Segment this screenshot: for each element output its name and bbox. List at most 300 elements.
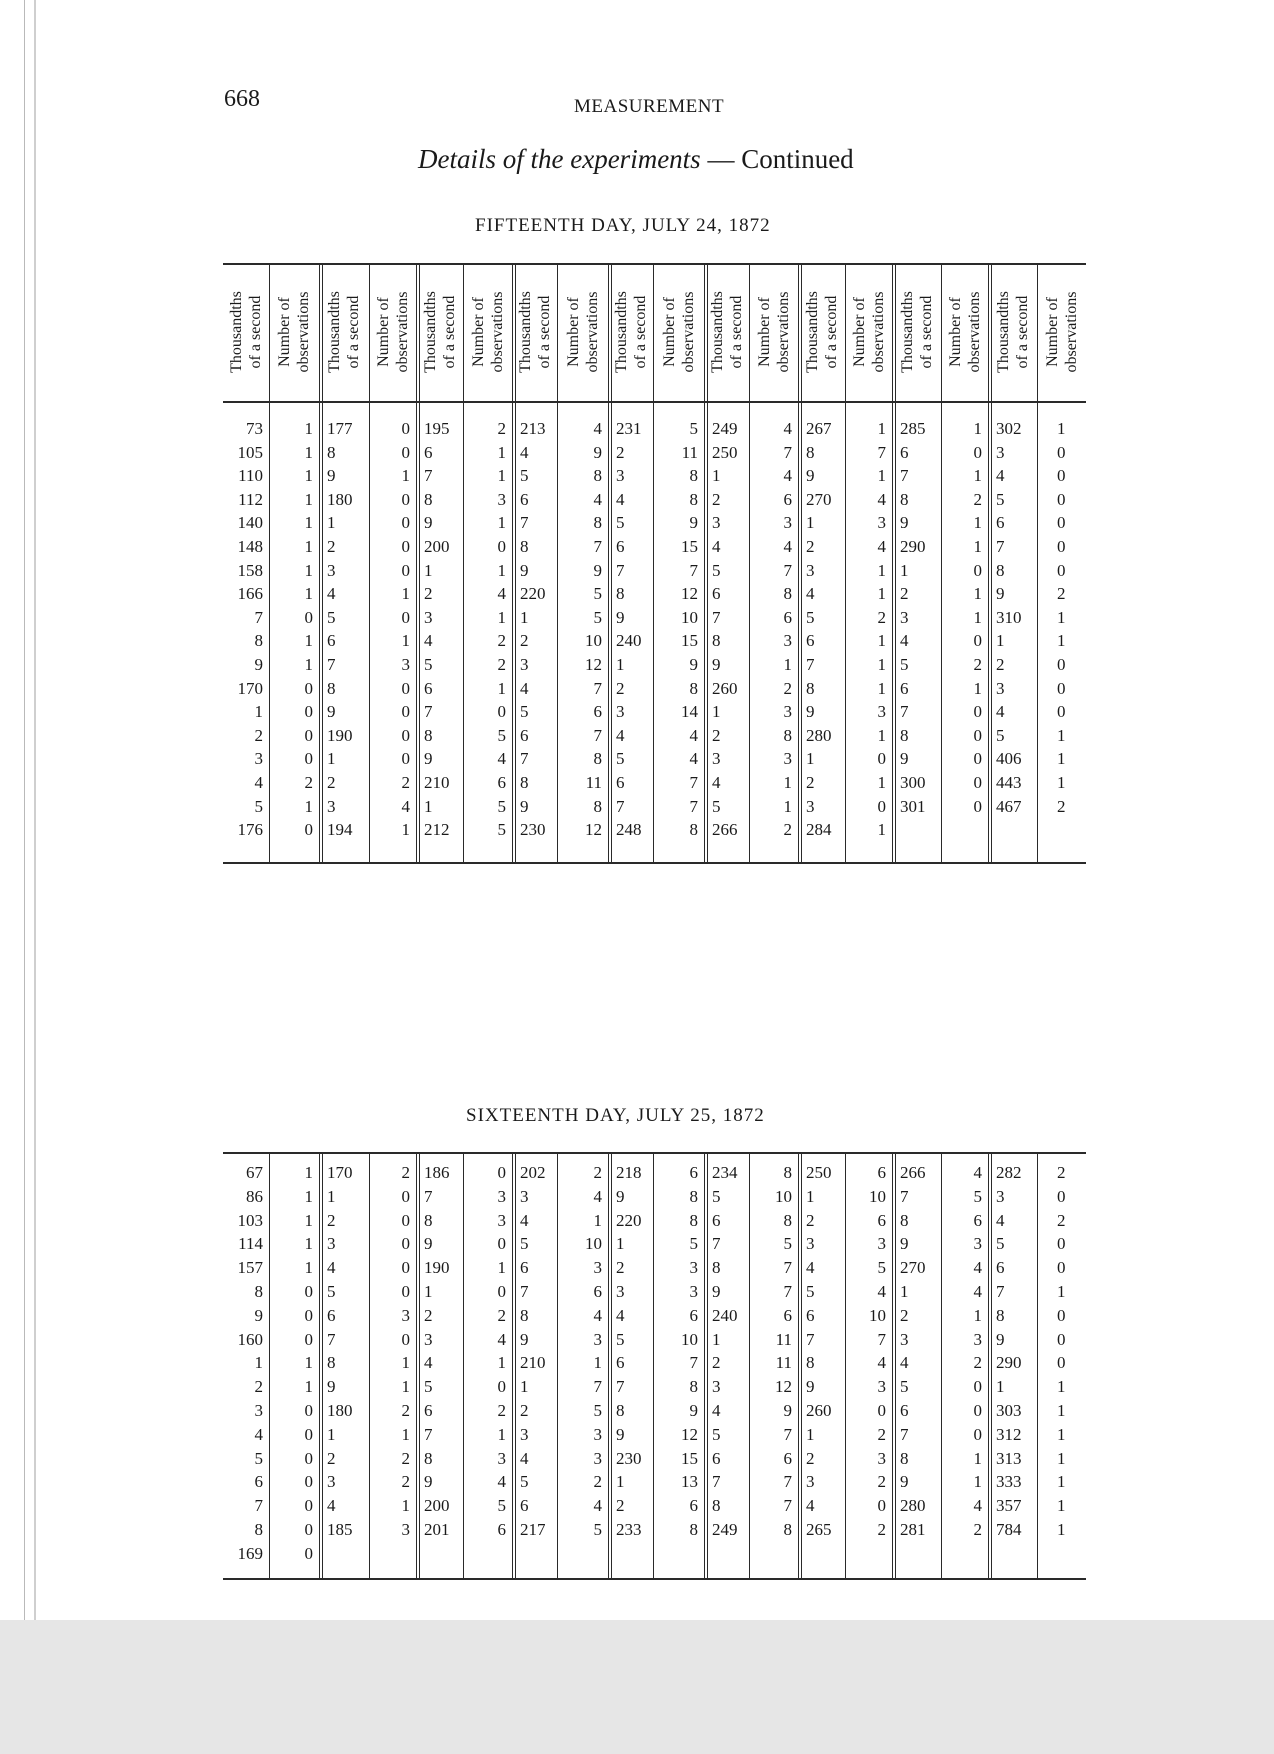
table-cell-observations: 5 — [593, 1520, 602, 1539]
table-cell-observations: 5 — [689, 1234, 698, 1254]
table-cell-thousandths: 266 — [900, 1163, 926, 1182]
table-cell-thousandths: 186 — [424, 1163, 450, 1182]
table-cell-thousandths: 7 — [616, 1377, 625, 1397]
table-cell-observations: 7 — [783, 1472, 792, 1492]
table-cell-thousandths: 5 — [712, 1424, 721, 1444]
table-cell-observations: 12 — [585, 655, 602, 674]
table-cell-thousandths: 4 — [327, 1258, 336, 1278]
table-cell-thousandths: 1 — [327, 1424, 336, 1444]
table-cell-thousandths: 2 — [254, 1377, 263, 1397]
table-cell-observations: 0 — [401, 678, 410, 698]
table-cell-thousandths: 6 — [900, 442, 909, 462]
table-cell-observations: 1 — [497, 1424, 506, 1444]
table-cell-thousandths: 8 — [254, 1282, 263, 1301]
table-cell-observations: 0 — [1057, 1329, 1066, 1349]
table-cell-thousandths: 2 — [900, 1305, 909, 1325]
table-cell-observations: 1 — [783, 773, 792, 792]
table-cell-observations: 1 — [304, 1377, 313, 1397]
table-cell-observations: 1 — [401, 631, 410, 651]
table-cell-observations: 8 — [689, 489, 698, 509]
table-cell-thousandths: 9 — [520, 796, 529, 816]
table-cell-observations: 0 — [877, 796, 886, 816]
table-cell-thousandths: 4 — [806, 1258, 815, 1278]
table-cell-observations: 0 — [1057, 513, 1066, 533]
table-cell-observations: 5 — [877, 1258, 886, 1278]
table-rule-header — [223, 401, 1086, 403]
table-cell-thousandths: 1 — [900, 560, 909, 580]
table-cell-thousandths: 6 — [900, 678, 909, 698]
table-cell-thousandths: 260 — [806, 1401, 832, 1420]
table-cell-thousandths: 9 — [806, 466, 815, 486]
table-cell-observations: 8 — [783, 1210, 792, 1230]
table-cell-observations: 0 — [401, 1210, 410, 1230]
table-cell-observations: 4 — [593, 1496, 602, 1516]
table-cell-thousandths: 7 — [424, 466, 433, 486]
table-cell-observations: 2 — [783, 678, 792, 698]
header-label: Thousandths of a second — [708, 291, 745, 373]
table-cell-thousandths: 6 — [996, 1258, 1005, 1278]
table-cell-thousandths: 3 — [520, 1424, 529, 1444]
table-cell-thousandths: 301 — [900, 796, 926, 816]
table-cell-observations: 6 — [689, 1496, 698, 1516]
table-cell-observations: 1 — [304, 560, 313, 580]
table-cell-thousandths: 8 — [254, 1520, 263, 1539]
table-cell-observations: 0 — [973, 1424, 982, 1444]
table-heading-fifteenth-day: FIFTEENTH DAY, JULY 24, 1872 — [475, 215, 771, 236]
table-cell-thousandths: 114 — [238, 1234, 263, 1254]
table-cell-observations: 8 — [593, 749, 602, 769]
table-cell-thousandths: 177 — [327, 419, 353, 438]
table-cell-thousandths: 148 — [237, 537, 263, 556]
header-label: Number of observations — [276, 291, 312, 373]
table-cell-thousandths: 8 — [712, 1496, 721, 1516]
table-cell-thousandths: 7 — [712, 1472, 721, 1492]
header-label: Thousandths of a second — [516, 291, 553, 373]
table-cell-thousandths: 4 — [254, 773, 263, 792]
table-cell-observations: 2 — [973, 489, 982, 509]
table-cell-thousandths: 6 — [520, 725, 529, 745]
table-cell-thousandths: 8 — [900, 1210, 909, 1230]
table-cell-thousandths: 195 — [424, 419, 450, 438]
header-label: Number of observations — [1043, 291, 1080, 373]
table-cell-thousandths: 7 — [327, 1329, 336, 1349]
table-cell-thousandths: 6 — [900, 1401, 909, 1420]
table-cell-thousandths: 267 — [806, 419, 832, 438]
table-cell-observations: 1 — [1057, 1424, 1066, 1444]
header-observations — [1037, 264, 1086, 400]
table-cell-observations: 0 — [304, 820, 313, 840]
table-cell-observations: 1 — [877, 773, 886, 792]
page-number: 668 — [224, 86, 260, 112]
table-cell-observations: 0 — [1057, 678, 1066, 698]
table-cell-observations: 1 — [304, 1353, 313, 1373]
table-cell-thousandths: 170 — [237, 678, 263, 698]
table-cell-observations: 1 — [304, 796, 313, 816]
table-cell-thousandths: 784 — [996, 1520, 1022, 1539]
table-cell-observations: 13 — [681, 1472, 698, 1492]
column-rule-double — [611, 1152, 612, 1578]
header-thousandths — [798, 264, 845, 400]
table-cell-observations: 0 — [1057, 1234, 1066, 1254]
table-cell-observations: 10 — [585, 631, 602, 651]
header-observations — [369, 264, 416, 400]
table-cell-observations: 1 — [401, 1377, 410, 1397]
table-cell-observations: 3 — [593, 1329, 602, 1349]
table-cell-observations: 2 — [973, 1520, 982, 1539]
table-cell-thousandths: 2 — [327, 1210, 336, 1230]
table-cell-thousandths: 4 — [520, 1210, 529, 1230]
table-cell-observations: 1 — [304, 489, 313, 509]
table-cell-thousandths: 7 — [806, 655, 815, 674]
table-cell-thousandths: 3 — [806, 560, 815, 580]
table-cell-thousandths: 302 — [996, 419, 1022, 438]
table-cell-observations: 0 — [304, 1305, 313, 1325]
table-cell-observations: 4 — [593, 489, 602, 509]
header-label: Number of observations — [850, 291, 887, 373]
table-cell-observations: 4 — [783, 466, 792, 486]
table-cell-thousandths: 249 — [712, 1520, 738, 1539]
table-cell-thousandths: 6 — [806, 1305, 815, 1325]
table-cell-observations: 1 — [1057, 631, 1066, 651]
table-cell-thousandths: 4 — [327, 1496, 336, 1516]
table-cell-observations: 0 — [401, 725, 410, 745]
table-cell-thousandths: 8 — [712, 631, 721, 651]
table-cell-thousandths: 467 — [996, 796, 1022, 816]
table-cell-thousandths: 6 — [424, 1401, 433, 1420]
table-cell-observations: 6 — [497, 1520, 506, 1539]
column-rule — [941, 264, 942, 862]
header-thousandths — [704, 264, 749, 400]
table-cell-observations: 12 — [775, 1377, 792, 1397]
table-cell-thousandths: 3 — [996, 442, 1005, 462]
column-rule-double — [895, 264, 896, 862]
table-cell-observations: 7 — [783, 1282, 792, 1301]
table-cell-thousandths: 2 — [520, 1401, 529, 1420]
table-cell-thousandths: 1 — [996, 1377, 1005, 1397]
table-cell-thousandths: 265 — [806, 1520, 832, 1539]
header-label: Thousandths of a second — [228, 291, 264, 373]
table-cell-thousandths: 1 — [712, 702, 721, 722]
table-cell-observations: 6 — [783, 1448, 792, 1468]
column-rule-double — [895, 1152, 896, 1578]
table-cell-thousandths: 4 — [900, 631, 909, 651]
table-cell-observations: 4 — [973, 1163, 982, 1182]
table-cell-observations: 1 — [877, 560, 886, 580]
column-rule — [845, 264, 846, 862]
table-cell-thousandths: 6 — [996, 513, 1005, 533]
table-cell-observations: 1 — [973, 1448, 982, 1468]
table-cell-thousandths: 231 — [616, 419, 642, 438]
table-cell-observations: 3 — [401, 655, 410, 674]
table-cell-thousandths: 4 — [806, 584, 815, 604]
table-cell-thousandths: 9 — [616, 607, 625, 627]
table-cell-observations: 1 — [877, 725, 886, 745]
table-cell-thousandths: 2 — [806, 537, 815, 556]
table-cell-observations: 2 — [497, 631, 506, 651]
table-cell-observations: 4 — [783, 419, 792, 438]
table-cell-thousandths: 6 — [806, 631, 815, 651]
table-cell-observations: 1 — [304, 631, 313, 651]
scan-bottom-band — [0, 1620, 1274, 1754]
table-cell-thousandths: 8 — [424, 1210, 433, 1230]
table-cell-thousandths: 3 — [712, 1377, 721, 1397]
table-cell-thousandths: 5 — [712, 560, 721, 580]
table-cell-observations: 3 — [783, 631, 792, 651]
running-head: MEASUREMENT — [574, 96, 725, 117]
table-cell-observations: 2 — [401, 1163, 410, 1182]
table-cell-observations: 4 — [973, 1282, 982, 1301]
table-cell-thousandths: 210 — [424, 773, 450, 792]
column-rule — [369, 1152, 370, 1578]
table-cell-thousandths: 3 — [616, 466, 625, 486]
table-cell-observations: 4 — [401, 796, 410, 816]
column-rule-double — [801, 1152, 802, 1578]
table-cell-thousandths: 233 — [616, 1520, 642, 1539]
table-cell-thousandths: 180 — [327, 1401, 353, 1420]
table-cell-observations: 9 — [593, 442, 602, 462]
table-cell-observations: 2 — [497, 1401, 506, 1420]
table-cell-thousandths: 9 — [520, 1329, 529, 1349]
table-cell-observations: 5 — [497, 820, 506, 840]
table-cell-thousandths: 5 — [616, 1329, 625, 1349]
column-rule-double — [707, 264, 708, 862]
column-rule — [269, 1152, 270, 1578]
column-rule — [653, 264, 654, 862]
table-cell-observations: 6 — [783, 607, 792, 627]
table-cell-observations: 0 — [401, 1258, 410, 1278]
table-cell-thousandths: 220 — [616, 1210, 642, 1230]
column-rule — [369, 264, 370, 862]
table-cell-thousandths: 8 — [996, 560, 1005, 580]
table-cell-thousandths: 1 — [327, 513, 336, 533]
table-cell-observations: 0 — [304, 1282, 313, 1301]
table-cell-observations: 0 — [304, 725, 313, 745]
table-cell-thousandths: 217 — [520, 1520, 546, 1539]
table-cell-observations: 0 — [1057, 466, 1066, 486]
table-cell-thousandths: 357 — [996, 1496, 1022, 1516]
table-cell-thousandths: 7 — [520, 749, 529, 769]
table-cell-observations: 3 — [497, 489, 506, 509]
column-rule — [319, 1152, 320, 1578]
table-cell-thousandths: 230 — [616, 1448, 642, 1468]
table-cell-thousandths: 169 — [237, 1543, 263, 1563]
table-cell-thousandths: 86 — [246, 1186, 263, 1206]
header-thousandths — [512, 264, 557, 400]
table-cell-observations: 0 — [401, 442, 410, 462]
table-cell-thousandths: 8 — [806, 678, 815, 698]
table-cell-thousandths: 4 — [424, 631, 433, 651]
table-cell-observations: 8 — [689, 678, 698, 698]
table-cell-thousandths: 240 — [616, 631, 642, 651]
table-cell-thousandths: 5 — [996, 1234, 1005, 1254]
table-cell-observations: 1 — [973, 1472, 982, 1492]
table-cell-observations: 15 — [681, 631, 698, 651]
table-cell-observations: 8 — [783, 584, 792, 604]
table-cell-thousandths: 230 — [520, 820, 546, 840]
table-cell-observations: 0 — [973, 796, 982, 816]
table-cell-observations: 1 — [1057, 749, 1066, 769]
table-cell-thousandths: 170 — [327, 1163, 353, 1182]
table-cell-observations: 7 — [783, 560, 792, 580]
table-cell-thousandths: 4 — [520, 442, 529, 462]
table-cell-thousandths: 7 — [900, 1186, 909, 1206]
table-cell-observations: 4 — [973, 1496, 982, 1516]
table-cell-thousandths: 3 — [996, 678, 1005, 698]
table-cell-thousandths: 7 — [424, 702, 433, 722]
header-label: Number of observations — [564, 291, 601, 373]
table-cell-observations: 0 — [401, 1329, 410, 1349]
table-cell-observations: 1 — [1057, 419, 1066, 438]
table-cell-thousandths: 5 — [712, 796, 721, 816]
table-cell-thousandths: 7 — [424, 1424, 433, 1444]
table-cell-thousandths: 7 — [520, 513, 529, 533]
column-rule — [269, 264, 270, 862]
table-cell-observations: 0 — [401, 560, 410, 580]
table-cell-thousandths: 290 — [900, 537, 926, 556]
scan-edge-line — [34, 0, 36, 1620]
table-cell-thousandths: 2 — [806, 1210, 815, 1230]
header-label: Thousandths of a second — [612, 291, 649, 373]
table-cell-thousandths: 2 — [616, 442, 625, 462]
table-cell-thousandths: 9 — [254, 655, 263, 674]
table-cell-thousandths: 5 — [806, 1282, 815, 1301]
table-cell-observations: 0 — [877, 1496, 886, 1516]
header-label: Number of observations — [946, 291, 983, 373]
table-cell-thousandths: 1 — [254, 702, 263, 722]
table-cell-observations: 2 — [1057, 1210, 1066, 1230]
table-cell-observations: 1 — [877, 419, 886, 438]
column-rule — [704, 1152, 705, 1578]
table-cell-observations: 0 — [497, 1163, 506, 1182]
column-rule — [557, 1152, 558, 1578]
table-cell-observations: 15 — [681, 1448, 698, 1468]
table-cell-observations: 0 — [497, 702, 506, 722]
column-rule — [416, 264, 417, 862]
table-cell-observations: 0 — [401, 1186, 410, 1206]
table-cell-observations: 8 — [593, 513, 602, 533]
table-cell-thousandths: 140 — [237, 513, 263, 533]
table-cell-thousandths: 5 — [900, 655, 909, 674]
table-cell-observations: 0 — [1057, 442, 1066, 462]
table-cell-observations: 0 — [304, 1543, 313, 1563]
table-cell-thousandths: 1 — [616, 1234, 625, 1254]
column-rule — [1037, 264, 1038, 862]
table-cell-observations: 8 — [689, 1186, 698, 1206]
column-rule — [845, 1152, 846, 1578]
table-cell-observations: 7 — [783, 1258, 792, 1278]
table-cell-observations: 2 — [877, 1520, 886, 1539]
table-cell-observations: 12 — [585, 820, 602, 840]
column-rule-double — [611, 264, 612, 862]
table-cell-thousandths: 105 — [237, 442, 263, 462]
table-cell-thousandths: 3 — [424, 607, 433, 627]
table-cell-observations: 7 — [689, 773, 698, 792]
header-observations — [557, 264, 608, 400]
table-cell-thousandths: 185 — [327, 1520, 353, 1539]
table-cell-observations: 8 — [593, 466, 602, 486]
table-cell-thousandths: 212 — [424, 820, 450, 840]
table-cell-observations: 3 — [973, 1234, 982, 1254]
table-cell-observations: 0 — [497, 1234, 506, 1254]
table-cell-thousandths: 4 — [424, 1353, 433, 1373]
table-cell-observations: 4 — [783, 537, 792, 556]
table-cell-thousandths: 248 — [616, 820, 642, 840]
table-cell-observations: 0 — [973, 1377, 982, 1397]
table-cell-observations: 4 — [497, 1329, 506, 1349]
table-cell-thousandths: 5 — [520, 1234, 529, 1254]
table-rule-top — [223, 263, 1086, 265]
table-cell-thousandths: 4 — [712, 773, 721, 792]
table-cell-thousandths: 4 — [996, 1210, 1005, 1230]
table-cell-thousandths: 7 — [327, 655, 336, 674]
subtitle-continued: — Continued — [700, 144, 854, 174]
table-cell-observations: 1 — [877, 678, 886, 698]
table-cell-observations: 7 — [593, 1377, 602, 1397]
table-cell-observations: 0 — [401, 749, 410, 769]
table-cell-observations: 9 — [689, 513, 698, 533]
header-thousandths — [223, 264, 269, 400]
table-cell-observations: 0 — [304, 1448, 313, 1468]
column-rule — [512, 1152, 513, 1578]
table-cell-thousandths: 67 — [246, 1163, 263, 1182]
table-cell-observations: 7 — [877, 1329, 886, 1349]
table-cell-thousandths: 2 — [712, 725, 721, 745]
table-cell-thousandths: 158 — [237, 560, 263, 580]
table-cell-thousandths: 1 — [806, 513, 815, 533]
table-cell-observations: 7 — [877, 442, 886, 462]
table-cell-observations: 8 — [783, 1520, 792, 1539]
table-cell-thousandths: 249 — [712, 419, 738, 438]
table-cell-thousandths: 285 — [900, 419, 926, 438]
table-cell-observations: 12 — [681, 584, 698, 604]
table-cell-thousandths: 3 — [424, 1329, 433, 1349]
table-cell-thousandths: 7 — [520, 1282, 529, 1301]
table-cell-thousandths: 3 — [712, 749, 721, 769]
table-cell-thousandths: 1 — [996, 631, 1005, 651]
table-cell-observations: 9 — [689, 655, 698, 674]
table-cell-observations: 1 — [304, 655, 313, 674]
column-rule-double — [991, 1152, 992, 1578]
table-cell-thousandths: 443 — [996, 773, 1022, 792]
table-cell-observations: 3 — [401, 1305, 410, 1325]
table-cell-observations: 3 — [783, 513, 792, 533]
table-cell-thousandths: 1 — [712, 1329, 721, 1349]
table-cell-observations: 1 — [783, 655, 792, 674]
table-cell-observations: 1 — [497, 466, 506, 486]
table-cell-observations: 7 — [783, 1424, 792, 1444]
header-label: Thousandths of a second — [803, 291, 840, 373]
table-cell-thousandths: 310 — [996, 607, 1022, 627]
header-thousandths — [608, 264, 653, 400]
table-cell-thousandths: 202 — [520, 1163, 546, 1182]
table-cell-observations: 1 — [593, 1210, 602, 1230]
table-cell-thousandths: 303 — [996, 1401, 1022, 1420]
table-cell-observations: 6 — [783, 1305, 792, 1325]
table-cell-thousandths: 3 — [806, 796, 815, 816]
subtitle-italic: Details of the experiments — [418, 144, 701, 174]
table-cell-observations: 0 — [973, 1401, 982, 1420]
header-label: Number of observations — [374, 291, 411, 373]
header-observations — [269, 264, 319, 400]
table-cell-observations: 1 — [401, 1353, 410, 1373]
table-cell-observations: 0 — [304, 702, 313, 722]
table-cell-observations: 4 — [593, 1186, 602, 1206]
table-cell-observations: 9 — [689, 1401, 698, 1420]
table-cell-observations: 8 — [783, 725, 792, 745]
table-cell-thousandths: 1 — [254, 1353, 263, 1373]
table-cell-observations: 8 — [689, 1520, 698, 1539]
table-cell-thousandths: 180 — [327, 489, 353, 509]
